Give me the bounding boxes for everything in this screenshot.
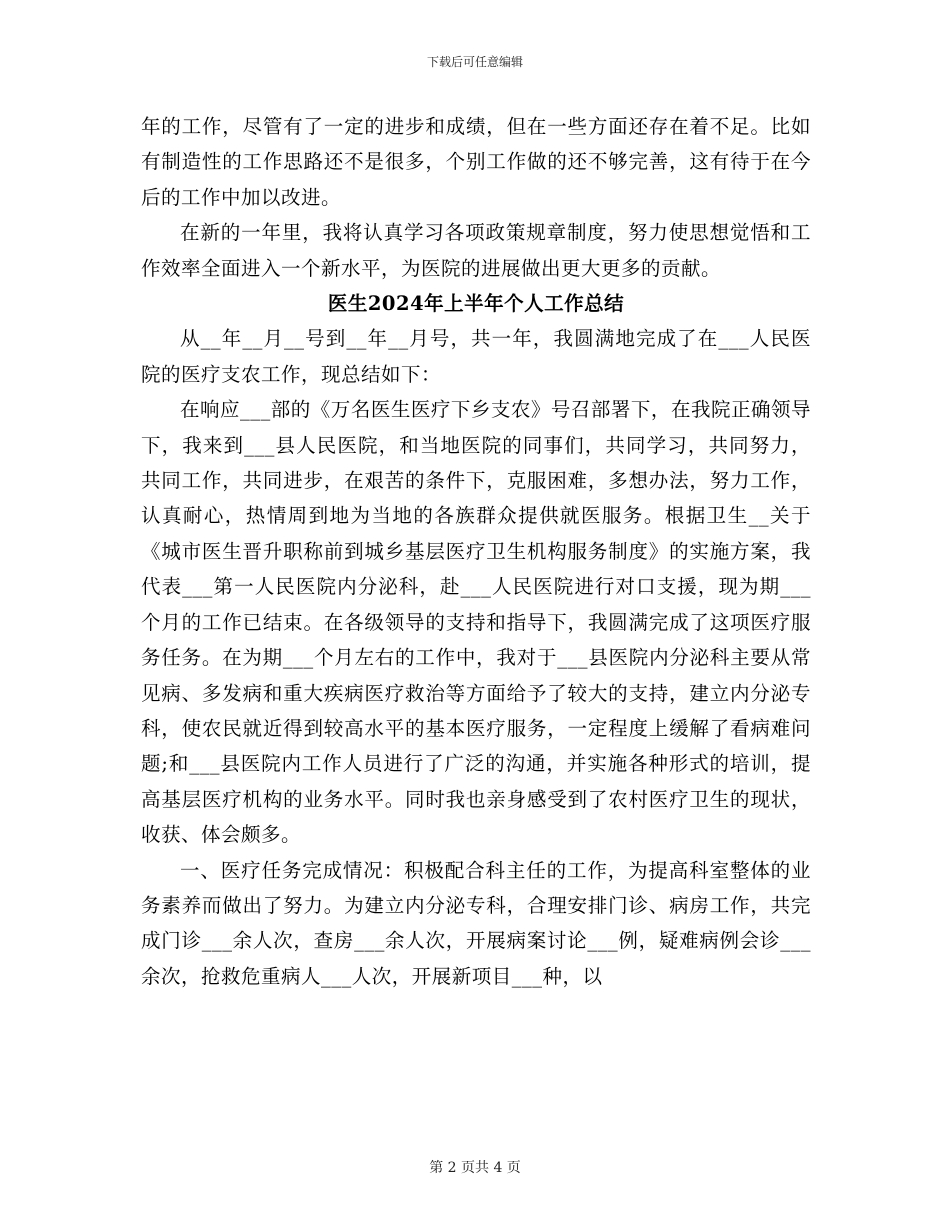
paragraph-new-year: 在新的一年里，我将认真学习各项政策规章制度，努力使思想觉悟和工作效率全面进入一个新水平，为医院的进展做出更大更多的贡献。 xyxy=(141,221,811,280)
document-body xyxy=(141,109,811,994)
page-header: 下载后可任意编辑 xyxy=(426,55,523,69)
paragraph-intro: 从__年__月__号到__年__月号，共一年，我圆满地完成了在___人民医院的医疗支农工作，现总结如下： xyxy=(141,327,811,386)
paragraph-medical-tasks: 一、医疗任务完成情况：积极配合科主任的工作，为提高科室整体的业务素养而做出了努力。为建立内分泌专科，合理安排门诊、病房工作，共完成门诊___余人次，查房___余人次，开展病案讨论___例，疑难病例会诊___余次，抢救危重病人___人次，开展新项目___种，以 xyxy=(141,858,811,988)
paragraph-background: 在响应___部的《万名医生医疗下乡支农》号召部署下，在我院正确领导下，我来到___县人民医院，和当地医院的同事们，共同学习，共同努力，共同工作，共同进步，在艰苦的条件下，克服困难，多想办法，努力工作，认真耐心，热情周到地为当地的各族群众提供就医服务。根据卫生__关于《城市医生晋升职称前到城乡基层医疗卫生机构服务制度》的实施方案，我代表___第一人民医院内分泌科，赴___人民医院进行对口支援，现为期___个月的工作已结束。在各级领导的支持和指导下，我圆满完成了这项医疗服务任务。在为期___个月左右的工作中，我对于___县医院内分泌科主要从常见病、多发病和重大疾病医疗救治等方面给予了较大的支持，建立内分泌专科，使农民就近得到较高水平的基本医疗服务，一定程度上缓解了看病难问题;和___县医院内工作人员进行了广泛的沟通，并实施各种形式的培训，提高基层医疗机构的业务水平。同时我也亲身感受到了农村医疗卫生的现状，收获、体会颇多。 xyxy=(141,398,811,847)
paragraph-continuation: 年的工作，尽管有了一定的进步和成绩，但在一些方面还存在着不足。比如有制造性的工作思路还不是很多，个别工作做的还不够完善，这有待于在今后的工作中加以改进。 xyxy=(141,115,811,209)
section-title: 医生2024年上半年个人工作总结 xyxy=(327,292,625,316)
page-footer: 第 2 页共 4 页 xyxy=(429,1160,521,1176)
